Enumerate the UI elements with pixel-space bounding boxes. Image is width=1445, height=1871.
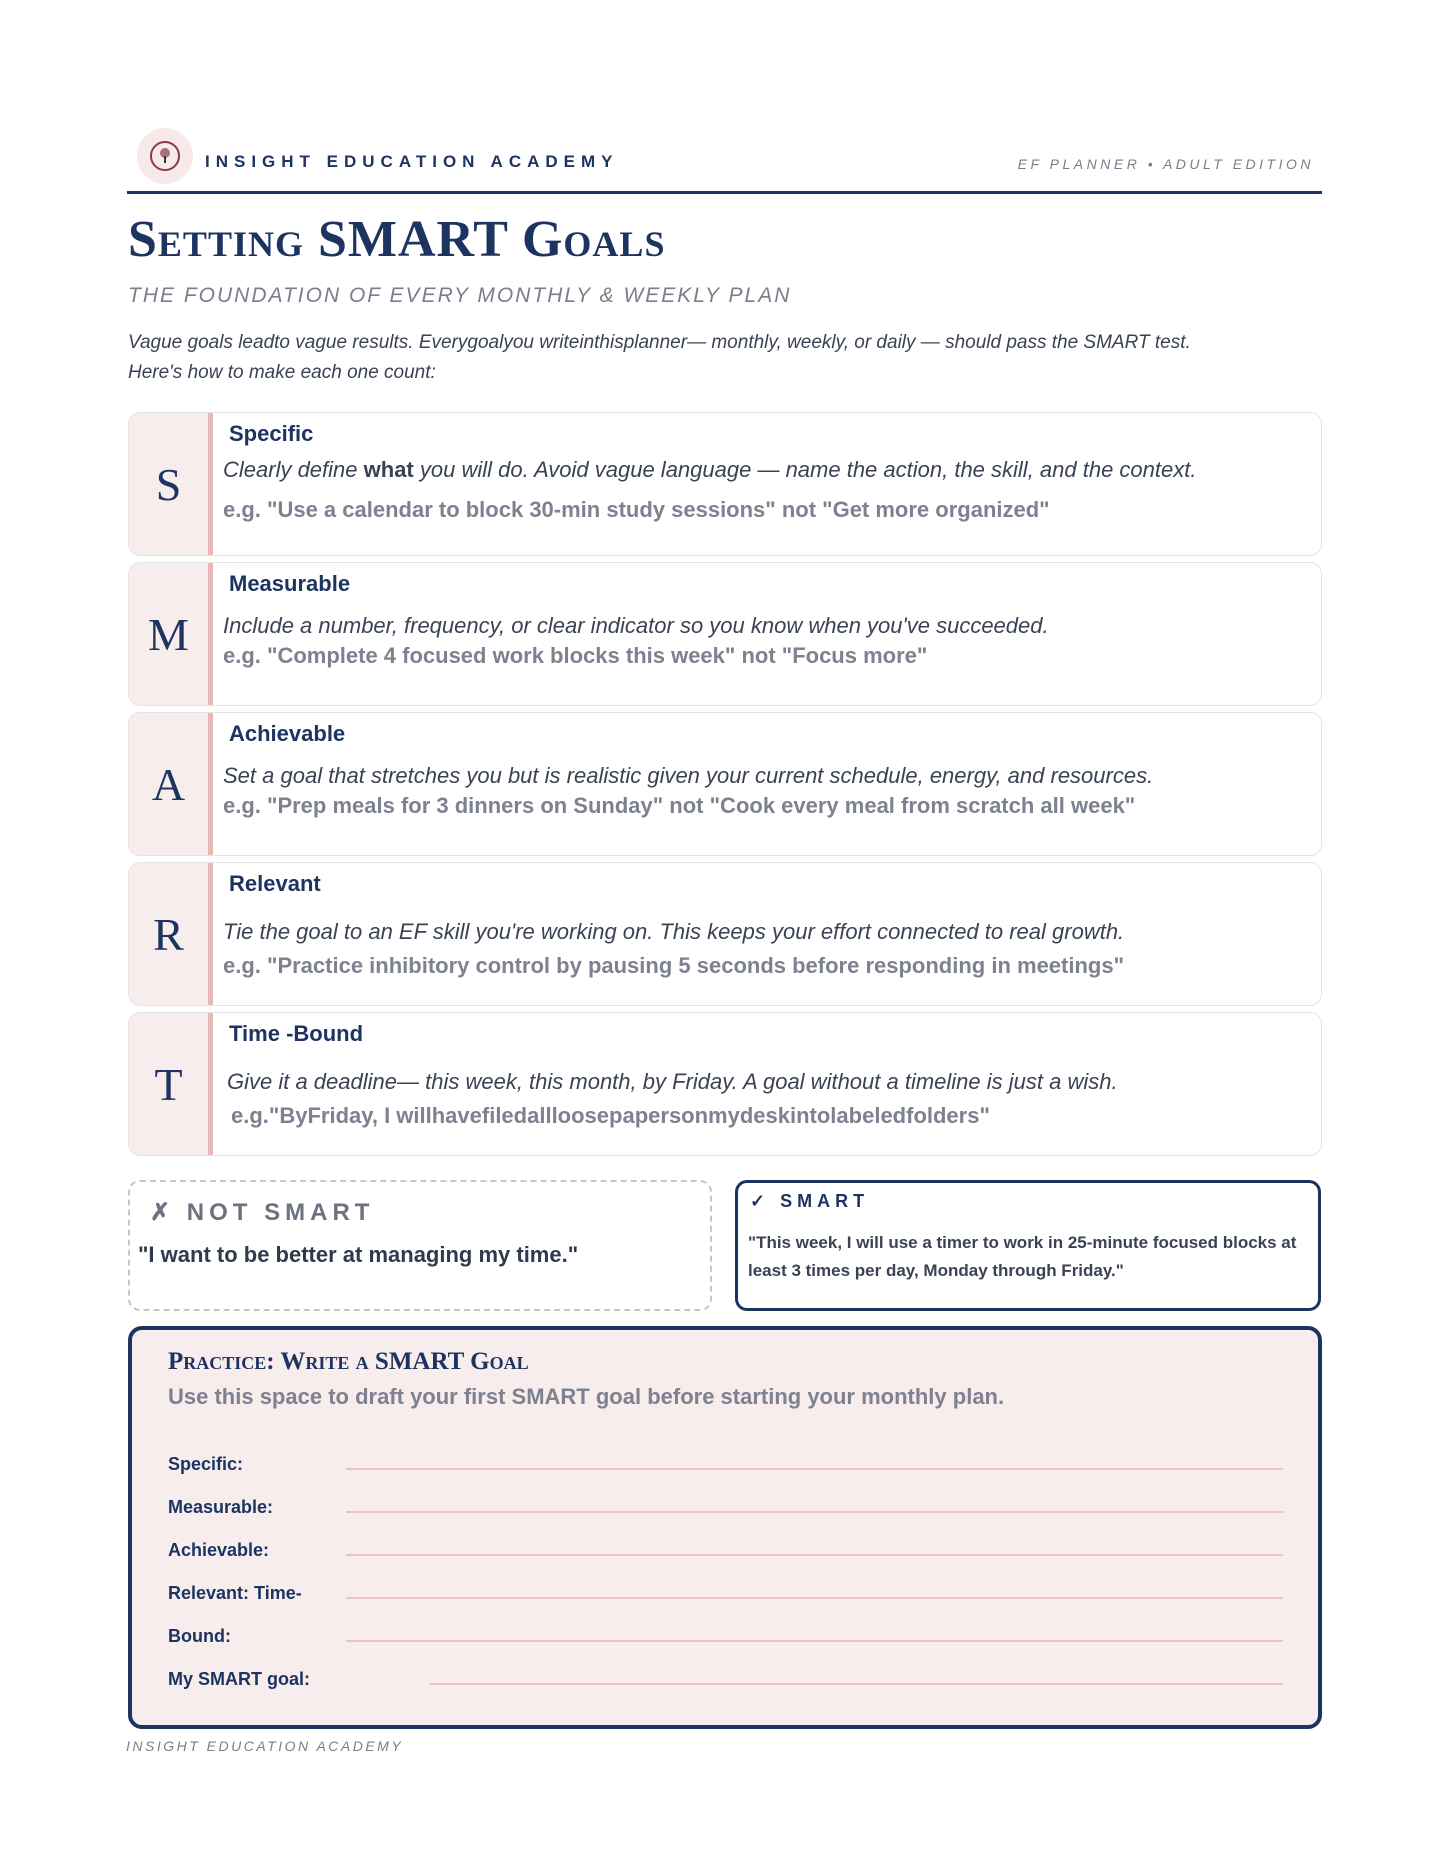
criterion-letter-cell [129, 713, 213, 855]
field-my-smart-goal [168, 1669, 1288, 1699]
criterion-relevant [128, 862, 1322, 1006]
smart-example-box [735, 1180, 1321, 1311]
practice-worksheet [128, 1326, 1322, 1729]
edition-label: EF PLANNER • ADULT EDITION [1017, 156, 1314, 172]
criterion-description [223, 457, 1196, 483]
field-label: Measurable: [168, 1497, 274, 1517]
not-smart-example-box [128, 1180, 712, 1311]
field-label: Bound: [168, 1626, 231, 1646]
intro-paragraph: Vague goals leadto vague results. Everygoalyou writeinthisplanner— monthly, weekly, or daily — should pass the SMART test. Here's how to make each one count: [128, 332, 1191, 383]
criterion-description: Tie the goal to an EF skill you're working on. This keeps your effort connected to real growth. [223, 919, 1125, 944]
criterion-letter-cell [129, 413, 213, 555]
criterion-letter-cell [129, 1013, 213, 1155]
criterion-example: e.g. "Prep meals for 3 dinners on Sunday" not "Cook every meal from scratch all week" [223, 793, 1136, 818]
criterion-description: Include a number, frequency, or clear indicator so you know when you've succeeded. [223, 613, 1049, 638]
criterion-example: e.g."ByFriday, I willhavefiledallloosepapersonmydeskintolabeledfolders" [231, 1103, 990, 1128]
criterion-letter: T [154, 1058, 183, 1110]
writing-line[interactable] [346, 1597, 1283, 1599]
not-smart-quote: "I want to be better at managing my time." [138, 1242, 579, 1267]
page-subtitle: THE FOUNDATION OF EVERY MONTHLY & WEEKLY PLAN [128, 284, 792, 307]
criterion-specific [128, 412, 1322, 556]
practice-title: Practice: Write a SMART Goal [168, 1348, 529, 1375]
criterion-achievable [128, 712, 1322, 856]
desc-part: you will do. Avoid vague language — name the action, the skill, and the context. [413, 457, 1197, 482]
academy-logo [137, 128, 193, 184]
criterion-example: e.g. "Complete 4 focused work blocks this week" not "Focus more" [223, 643, 928, 668]
criterion-letter: R [153, 908, 184, 960]
smart-criteria-list [128, 412, 1322, 1162]
field-label: Relevant: Time- [168, 1583, 302, 1603]
tree-icon [150, 141, 180, 171]
page-footer: INSIGHT EDUCATION ACADEMY [126, 1738, 404, 1754]
criterion-description: Set a goal that stretches you but is realistic given your current schedule, energy, and resources. [223, 763, 1154, 788]
criterion-name: Specific [229, 421, 314, 446]
field-label: Achievable: [168, 1540, 270, 1560]
not-smart-label: ✗ NOT SMART [150, 1199, 375, 1226]
criterion-measurable [128, 562, 1322, 706]
field-relevant-time [168, 1583, 1288, 1613]
criterion-time-bound [128, 1012, 1322, 1156]
writing-line[interactable] [346, 1511, 1283, 1513]
field-label: My SMART goal: [168, 1669, 310, 1689]
criterion-letter: S [155, 458, 182, 510]
criterion-letter: A [151, 758, 186, 810]
brand-name: INSIGHT EDUCATION ACADEMY [205, 152, 619, 171]
criterion-letter: M [148, 608, 189, 660]
criterion-description: Give it a deadline— this week, this month, by Friday. A goal without a timeline is just a wish. [227, 1069, 1118, 1094]
field-achievable [168, 1540, 1288, 1570]
desc-emphasis: what [363, 457, 414, 482]
header-divider [127, 191, 1322, 194]
writing-line[interactable] [346, 1554, 1283, 1556]
desc-part: Clearly define [223, 457, 364, 482]
field-specific [168, 1454, 1288, 1484]
field-bound [168, 1626, 1288, 1656]
writing-line[interactable] [346, 1640, 1283, 1642]
criterion-example: e.g. "Use a calendar to block 30-min study sessions" not "Get more organized" [223, 497, 1050, 522]
criterion-name: Relevant [229, 871, 321, 896]
practice-subtitle: Use this space to draft your first SMART goal before starting your monthly plan. [168, 1384, 1005, 1409]
criterion-name: Achievable [229, 721, 346, 746]
field-measurable [168, 1497, 1288, 1527]
field-label: Specific: [168, 1454, 244, 1474]
page-title: Setting SMART Goals [128, 211, 666, 268]
criterion-example: e.g. "Practice inhibitory control by pausing 5 seconds before responding in meetings" [223, 953, 1125, 978]
criterion-letter-cell [129, 563, 213, 705]
writing-line[interactable] [430, 1683, 1283, 1685]
smart-quote: "This week, I will use a timer to work in 25-minute focused blocks at least 3 times per day, Monday through Friday." [748, 1233, 1297, 1280]
page-header [127, 125, 1322, 193]
writing-line[interactable] [346, 1468, 1283, 1470]
criterion-name: Time -Bound [229, 1021, 364, 1046]
smart-label: ✓ SMART [750, 1191, 870, 1211]
criterion-name: Measurable [229, 571, 351, 596]
criterion-letter-cell [129, 863, 213, 1005]
